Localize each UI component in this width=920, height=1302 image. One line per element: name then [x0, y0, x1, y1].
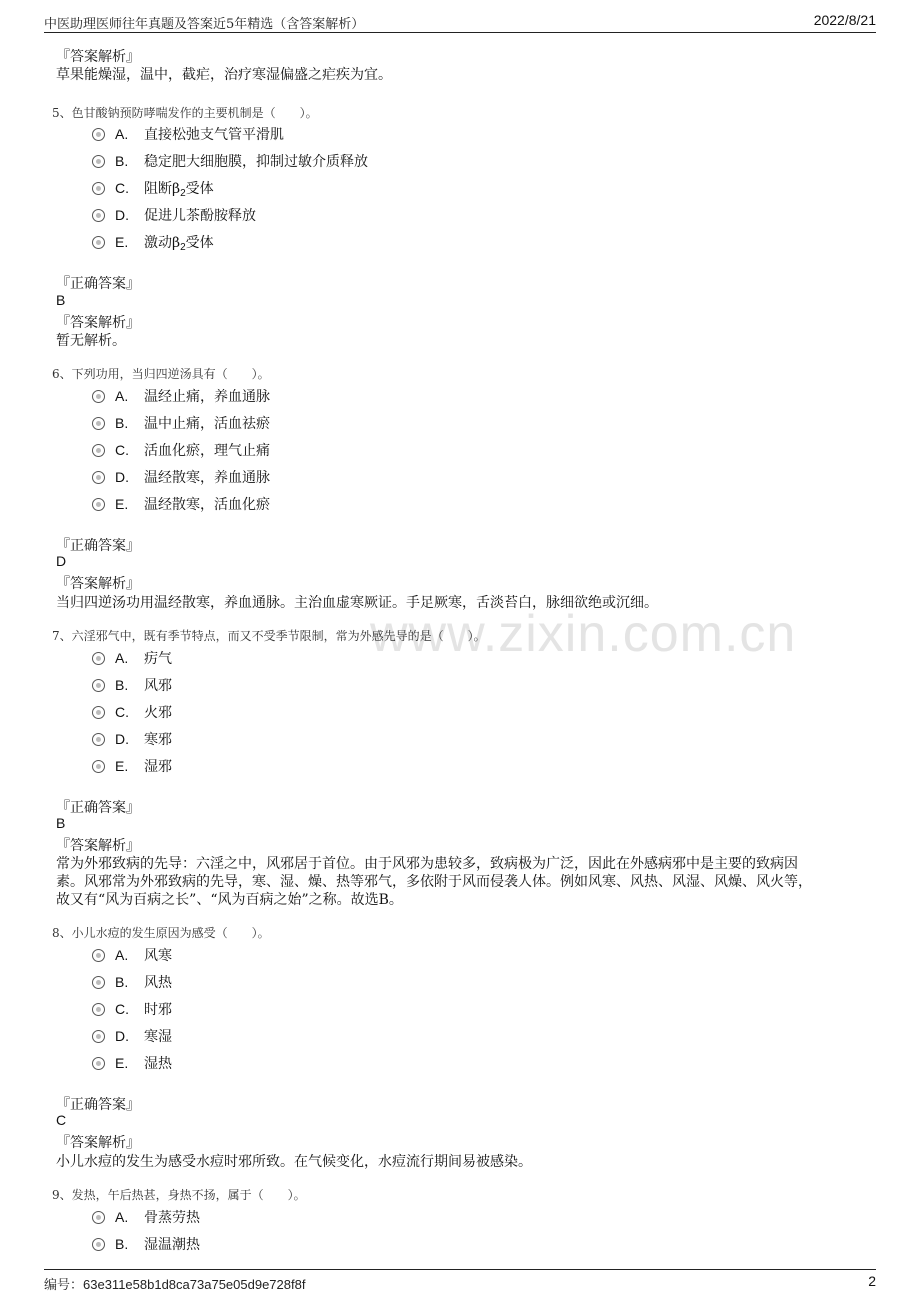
radio-icon[interactable] [92, 498, 105, 511]
document-title: 中医助理医师往年真题及答案近5年精选（含答案解析） [44, 17, 365, 32]
radio-icon[interactable] [92, 236, 105, 249]
option-c[interactable]: C. 火邪 [92, 702, 172, 722]
option-a[interactable]: A. 疠气 [92, 648, 172, 668]
analysis-line: 素。风邪常为外邪致病的先导，寒、湿、燥、热等邪气，多依附于风而侵袭人体。例如风寒、风热、风湿、风燥、风火等， [56, 874, 812, 890]
analysis-line: 故又有“风为百病之长”、“风为百病之始”之称。故选B。 [56, 892, 403, 908]
radio-icon[interactable] [92, 209, 105, 222]
analysis-label: 『答案解析』 [56, 1135, 140, 1151]
radio-icon[interactable] [92, 652, 105, 665]
radio-icon[interactable] [92, 1211, 105, 1224]
watermark: www.zixin.com.cn [370, 605, 797, 663]
radio-icon[interactable] [92, 471, 105, 484]
page-number: 2 [868, 1273, 876, 1289]
option-a[interactable]: A. 温经止痛，养血通脉 [92, 386, 270, 406]
option-c[interactable]: C. 时邪 [92, 999, 172, 1019]
correct-answer-label: 『正确答案』 [56, 1097, 140, 1113]
analysis-text: 小儿水痘的发生为感受水痘时邪所致。在气候变化，水痘流行期间易被感染。 [56, 1154, 532, 1170]
option-c[interactable]: C. 活血化瘀，理气止痛 [92, 440, 270, 460]
option-b[interactable]: B. 稳定肥大细胞膜，抑制过敏介质释放 [92, 151, 368, 171]
analysis-label: 『答案解析』 [56, 576, 140, 592]
radio-icon[interactable] [92, 390, 105, 403]
option-e[interactable]: E. 湿邪 [92, 756, 172, 776]
analysis-text: 草果能燥湿，温中，截疟，治疗寒湿偏盛之疟疾为宜。 [56, 67, 392, 83]
option-b[interactable]: B. 湿温潮热 [92, 1234, 200, 1254]
page-footer [44, 1269, 876, 1296]
radio-icon[interactable] [92, 417, 105, 430]
correct-answer: D [56, 553, 67, 569]
option-e[interactable]: E. 温经散寒，活血化瘀 [92, 494, 270, 514]
option-c[interactable]: C. 阻断$\beta_2$受体 [92, 178, 214, 198]
option-d[interactable]: D. 寒湿 [92, 1026, 172, 1046]
analysis-text: 当归四逆汤功用温经散寒，养血通脉。主治血虚寒厥证。手足厥寒，舌淡苔白，脉细欲绝或沉细。 [56, 595, 658, 611]
radio-icon[interactable] [92, 1003, 105, 1016]
question-stem: 8、小儿水痘的发生原因为感受（ ）。 [52, 926, 270, 940]
option-a[interactable]: A. 风寒 [92, 945, 172, 965]
radio-icon[interactable] [92, 706, 105, 719]
analysis-label: 『答案解析』 [56, 315, 140, 331]
analysis-label: 『答案解析』 [56, 838, 140, 854]
radio-icon[interactable] [92, 1057, 105, 1070]
question-stem: 7、六淫邪气中，既有季节特点，而又不受季节限制，常为外感先导的是（ ）。 [52, 629, 486, 643]
option-d[interactable]: D. 促进儿茶酚胺释放 [92, 205, 256, 225]
question-stem: 6、下列功用，当归四逆汤具有（ ）。 [52, 367, 270, 381]
document-date: 2022/8/21 [813, 12, 876, 28]
radio-icon[interactable] [92, 1030, 105, 1043]
radio-icon[interactable] [92, 733, 105, 746]
radio-icon[interactable] [92, 128, 105, 141]
option-b[interactable]: B. 风热 [92, 972, 172, 992]
option-e[interactable]: E. 激动$\beta_2$受体 [92, 232, 214, 252]
option-b[interactable]: B. 温中止痛，活血祛瘀 [92, 413, 270, 433]
option-a[interactable]: A. 骨蒸劳热 [92, 1207, 200, 1227]
question-stem: 9、发热，午后热甚，身热不扬，属于（ ）。 [52, 1188, 306, 1202]
radio-icon[interactable] [92, 679, 105, 692]
correct-answer: C [56, 1112, 67, 1128]
analysis-text: 暂无解析。 [56, 333, 126, 349]
radio-icon[interactable] [92, 182, 105, 195]
correct-answer-label: 『正确答案』 [56, 276, 140, 292]
document-code: 编号：63e311e58b1d8ca73a75e05d9e728f8f [44, 1277, 306, 1293]
question-stem: 5、色甘酸钠预防哮喘发作的主要机制是（ ）。 [52, 106, 318, 120]
radio-icon[interactable] [92, 760, 105, 773]
correct-answer-label: 『正确答案』 [56, 800, 140, 816]
radio-icon[interactable] [92, 155, 105, 168]
option-e[interactable]: E. 湿热 [92, 1053, 172, 1073]
correct-answer-label: 『正确答案』 [56, 538, 140, 554]
radio-icon[interactable] [92, 1238, 105, 1251]
radio-icon[interactable] [92, 976, 105, 989]
radio-icon[interactable] [92, 444, 105, 457]
option-b[interactable]: B. 风邪 [92, 675, 172, 695]
radio-icon[interactable] [92, 949, 105, 962]
option-a[interactable]: A. 直接松弛支气管平滑肌 [92, 124, 284, 144]
correct-answer: B [56, 292, 66, 308]
page-header [44, 10, 876, 33]
option-d[interactable]: D. 寒邪 [92, 729, 172, 749]
correct-answer: B [56, 815, 66, 831]
analysis-label: 『答案解析』 [56, 49, 140, 65]
analysis-line: 常为外邪致病的先导：六淫之中，风邪居于首位。由于风邪为患较多，致病极为广泛，因此在外感病邪中是主要的致病因 [56, 856, 798, 872]
option-d[interactable]: D. 温经散寒，养血通脉 [92, 467, 270, 487]
